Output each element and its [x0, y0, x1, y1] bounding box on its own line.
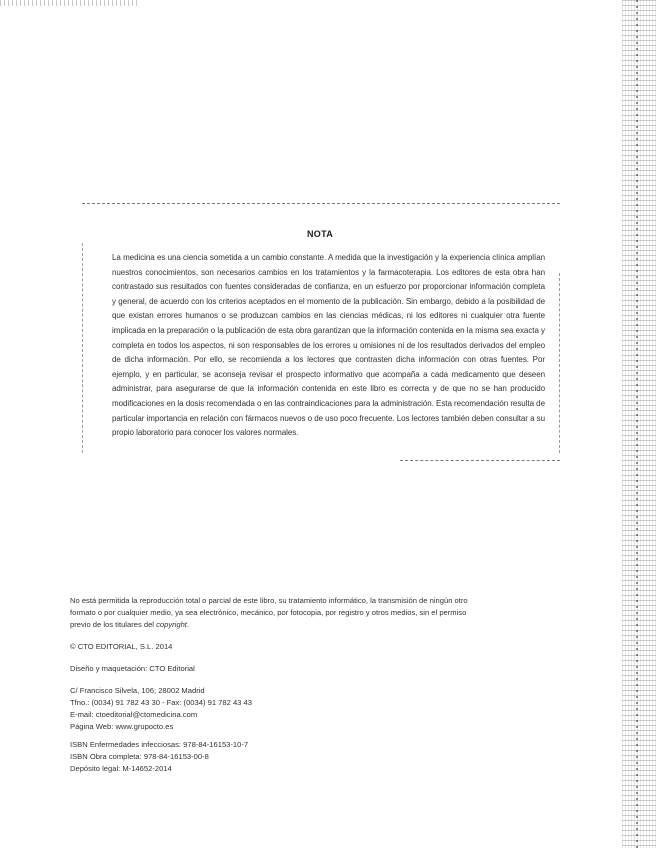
rights-notice	[70, 595, 470, 631]
scan-edge-right	[636, 0, 638, 848]
frame-top-border	[82, 203, 560, 204]
contact-address: C/ Francisco Silvela, 106; 28002 Madrid	[70, 686, 205, 695]
legal-deposit: Depósito legal: M-14652-2014	[70, 764, 172, 773]
rights-copyright-word: copyright	[156, 620, 187, 629]
isbn-line-1: ISBN Enfermedades infecciosas: 978-84-16153-10-7	[70, 740, 249, 749]
isbn-line-2: ISBN Obra completa: 978-84-16153-00-8	[70, 752, 209, 761]
contact-email: E-mail: ctoeditorial@ctomedicina.com	[70, 710, 198, 719]
rights-end: .	[186, 620, 190, 629]
contact-web: Página Web: www.grupocto.es	[70, 722, 174, 731]
frame-right-border	[559, 273, 560, 453]
scan-noise-top	[0, 0, 140, 6]
note-title: NOTA	[306, 229, 334, 239]
design-line: Diseño y maquetación: CTO Editorial	[70, 664, 195, 673]
frame-left-border	[82, 243, 83, 453]
frame-bottom-border	[400, 460, 560, 461]
isbn-block	[70, 739, 470, 775]
rights-text: No está permitida la reproducción total o parcial de este libro, su tratamiento informático, la transmisión de ningún otro formato o por cualquier medio, ya sea electrónico, mecánico, por fotocopia, por registro y otros medios, sin el permiso previo de los titulares del	[70, 596, 468, 629]
contact-block	[70, 685, 470, 733]
contact-phone: Tfno.: (0034) 91 782 43 30 - Fax: (0034) 91 782 43 43	[70, 698, 252, 707]
note-body: La medicina es una ciencia sometida a un cambio constante. A medida que la investigación y la experiencia clínica amplían nuestros conocimientos, son necesarios cambios en los tratamientos y la farmacoterapia. Los editores de esta obra han contrastado sus resultados con fuentes consideradas de confianza, en un esfuerzo por proporcionar información completa y general, de acuerdo con los criterios aceptados en el momento de la publicación. Sin embargo, debido a la posibilidad de que existan errores humanos o se produzcan cambios en las ciencias médicas, ni los editores ni cualquier otra fuente implicada en la preparación o la publicación de esta obra garantizan que la información contenida en la misma sea exacta y completa en todos los aspectos, ni son responsables de los errores u omisiones ni de los resultados derivados del empleo de dicha información. Por ello, se recomienda a los lectores que contrasten dicha información con otras fuentes. Por ejemplo, y en particular, se aconseja revisar el prospecto informativo que acompaña a cada medicamento que deseen administrar, para asegurarse de que la información contenida en este libro es correcta y de que no se han producido modificaciones en la dosis recomendada o en las contraindicaciones para la administración. Esta recomendación resulta de particular importancia en relación con fármacos nuevos o de uso poco frecuente. Los lectores también deben consultar a su propio laboratorio para conocer los valores normales.	[112, 253, 545, 438]
scan-noise-right	[622, 0, 656, 848]
copyright-line: © CTO EDITORIAL, S.L. 2014	[70, 642, 173, 651]
